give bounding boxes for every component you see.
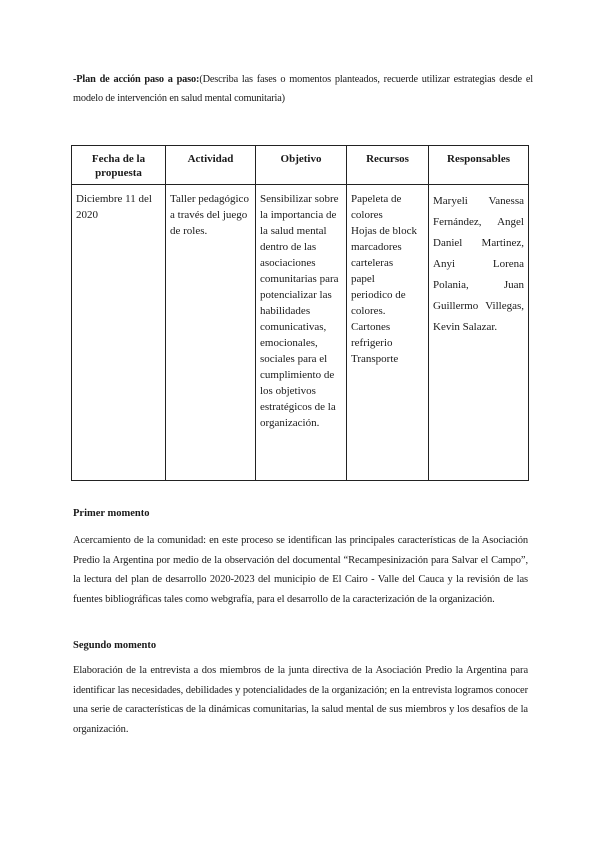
cell-recursos: [347, 185, 429, 481]
primer-momento-section: [73, 508, 528, 609]
intro-paragraph: [73, 70, 533, 108]
primer-momento-text: Acercamiento de la comunidad: en este proceso se identifican las principales características de la Asociación Predio la Argentina por medio de la observación del documental “Recampesinización para Salvar el Campo”, la lectura del plan de desarrollo 2020-2023 del municipio de El Cairo - Valle del Cauca y la revisión de las fuentes bibliográficas tales como webgrafía, para el desarrollo de la caracterización de la organización.: [73, 535, 528, 605]
primer-momento-heading: Primer momento: [73, 508, 150, 519]
recurso-item: periodico de colores.: [351, 289, 406, 317]
table-row: [72, 185, 529, 481]
header-recursos: Recursos: [347, 146, 429, 185]
recurso-item: Cartones: [351, 321, 391, 333]
recurso-item: Hojas de block: [351, 225, 417, 237]
segundo-momento-heading: Segundo momento: [73, 640, 157, 651]
recurso-item: marcadores: [351, 241, 402, 253]
intro-bold-title: -Plan de acción paso a paso:: [73, 74, 200, 85]
recurso-item: Transporte: [351, 353, 399, 365]
cell-actividad: Taller pedagógico a través del juego de roles.: [166, 185, 256, 481]
recurso-item: refrigerio: [351, 337, 393, 349]
segundo-momento-section: [73, 640, 528, 739]
cell-objetivo: Sensibilizar sobre la importancia de la salud mental dentro de las asociaciones comunitarias para potencializar las habilidades comunicativas, emocionales, sociales para el cumplimiento de los objetivos estratégicos de la organización.: [256, 185, 347, 481]
header-actividad: Actividad: [166, 146, 256, 185]
table-header-row: [72, 146, 529, 185]
recurso-item: carteleras: [351, 257, 394, 269]
cell-fecha: Diciembre 11 del 2020: [72, 185, 166, 481]
header-responsables: Responsables: [429, 146, 529, 185]
action-plan-table: [71, 145, 529, 481]
header-fecha: Fecha de la propuesta: [72, 146, 166, 185]
header-objetivo: Objetivo: [256, 146, 347, 185]
cell-responsables: Maryeli Vanessa Fernández, Angel Daniel Martinez, Anyi Lorena Polania, Juan Guillermo Villegas, Kevin Salazar.: [429, 185, 529, 481]
recurso-item: papel: [351, 273, 375, 285]
recurso-item: Papeleta de colores: [351, 193, 402, 221]
segundo-momento-text: Elaboración de la entrevista a dos miembros de la junta directiva de la Asociación Predio la Argentina para identificar las necesidades, debilidades y potencialidades de la organización; en la entrevista logramos conocer una serie de características de la dinámicas comunitarias, la salud mental de sus miembros y los desafíos de la organización.: [73, 665, 528, 735]
intro-instructions: (Describa las fases o momentos planteados, recuerde utilizar estrategias desde el modelo de intervención en salud mental comunitaria): [73, 74, 533, 104]
